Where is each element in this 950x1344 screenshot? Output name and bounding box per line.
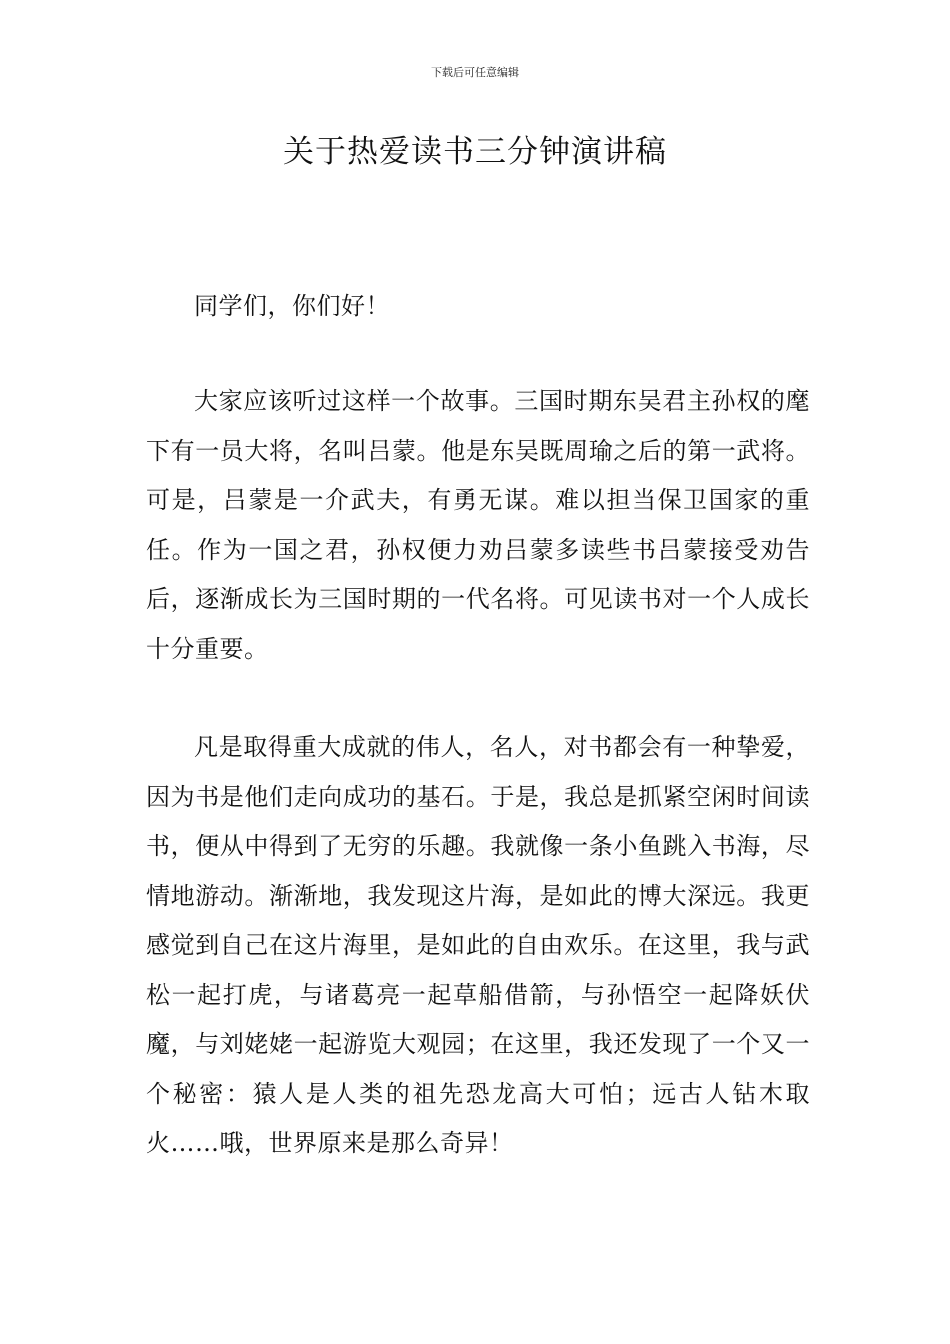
header-note: 下载后可任意编辑 — [431, 66, 519, 79]
document-title: 关于热爱读书三分钟演讲稿 — [283, 134, 667, 170]
body-paragraph-story: 大家应该听过这样一个故事。三国时期东吴君主孙权的麾下有一员大将，名叫吕蒙。他是东吴既周瑜之后的第一武将。可是，吕蒙是一介武夫，有勇无谋。难以担当保卫国家的重任。作为一国之君，孙权便力劝吕蒙多读些书吕蒙接受劝告后，逐渐成长为三国时期的一代名将。可见读书对一个人成长十分重要。 — [146, 387, 810, 663]
body-paragraph-reading: 凡是取得重大成就的伟人，名人，对书都会有一种挚爱，因为书是他们走向成功的基石。于是，我总是抓紧空闲时间读书，便从中得到了无穷的乐趣。我就像一条小鱼跳入书海，尽情地游动。渐渐地，我发现这片海，是如此的博大深远。我更感觉到自己在这片海里，是如此的自由欢乐。在这里，我与武松一起打虎，与诸葛亮一起草船借箭，与孙悟空一起降妖伏魔，与刘姥姥一起游览大观园；在这里，我还发现了一个又一个秘密：猿人是人类的祖先恐龙高大可怕；远古人钻木取火……哦，世界原来是那么奇异！ — [146, 733, 810, 1157]
greeting-paragraph: 同学们，你们好！ — [194, 292, 390, 320]
